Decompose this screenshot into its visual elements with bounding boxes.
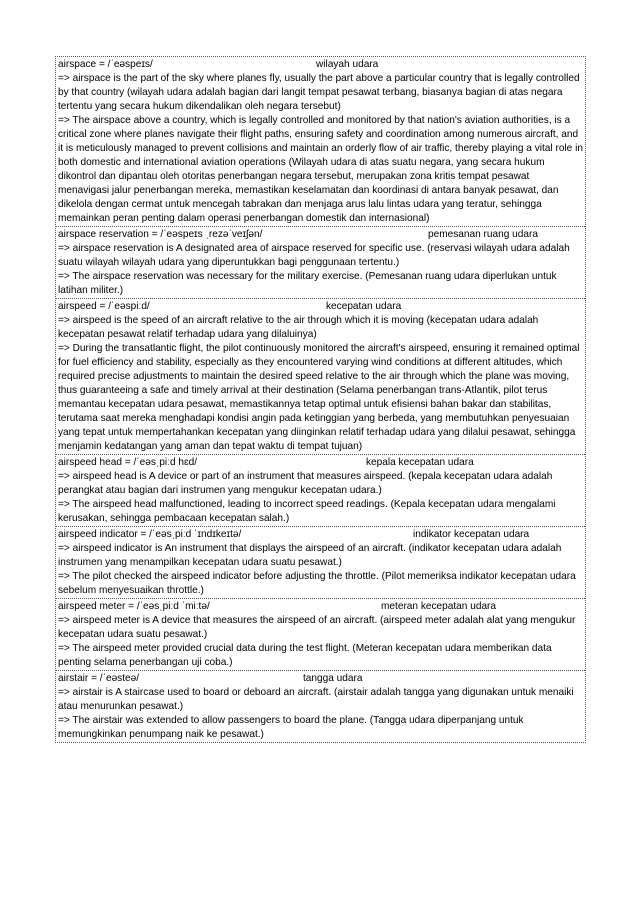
dictionary-page	[55, 56, 586, 743]
entry-example: => The airspeed meter provided crucial data during the test flight. (Meteran kecepatan udara memberikan data penting selama penerbangan uji coba.)	[58, 643, 552, 668]
entry-example: => The pilot checked the airspeed indicator before adjusting the throttle. (Pilot memeriksa indikator kecepatan udara sebelum menyesuaikan throttle.)	[58, 571, 576, 596]
entry-airspeed-meter	[56, 599, 585, 671]
entry-example: => The airstair was extended to allow passengers to board the plane. (Tangga udara diperpanjang untuk memungkinkan penumpang naik ke pesawat.)	[58, 715, 524, 740]
entry-definition: => airspace is the part of the sky where planes fly, usually the part above a particular country that is legally controlled by that country (wilayah udara adalah bagian dari langit tempat pesawat terbang, biasanya bagian di atas negara tertentu yang secara hukum dikendalikan oleh negara tersebut)	[58, 73, 580, 112]
entry-example: => The airspace reservation was necessary for the military exercise. (Pemesanan ruang udara diperlukan untuk latihan militer.)	[58, 271, 557, 296]
entry-airstair	[56, 671, 585, 742]
entry-definition: => airspeed head is A device or part of an instrument that measures airspeed. (kepala kecepatan udara adalah perangkat atau bagian dari instrumen yang mengukur kecepatan udara.)	[58, 471, 553, 496]
entry-translation: indikator kecepatan udara	[413, 529, 530, 540]
entry-definition: => airstair is A staircase used to board or deboard an aircraft. (airstair adalah tangga yang digunakan untuk menaiki atau menurunkan pesawat.)	[58, 687, 574, 712]
entry-headline	[58, 300, 583, 314]
entry-airspace-reservation	[56, 227, 585, 299]
entry-headline	[58, 456, 583, 470]
entry-definition: => airspace reservation is A designated area of airspace reserved for specific use. (reservasi wilayah udara adalah suatu wilayah wilayah udara yang diperuntukkan bagi penggunaan tertentu.)	[58, 243, 570, 268]
entry-airspeed-head	[56, 455, 585, 527]
entry-term: airspeed meter = /ˈeəsˌpiːd ˈmiːtə/	[58, 601, 210, 612]
entry-example: => The airspace above a country, which is legally controlled and monitored by that nation's aviation authorities, is a critical zone where planes navigate their flight paths, ensuring safety and coordination among numerous aircraft, and it is meticulously managed to prevent collisions and maintain an orderly flow of air traffic, thereby playing a vital role in both domestic and international aviation operations (Wilayah udara di atas suatu negara, yang secara hukum dikontrol dan dipantau oleh otoritas penerbangan negara tersebut, merupakan zona kritis tempat pesawat menavigasi jalur penerbangan mereka, memastikan keselamatan dan koordinasi di antara banyak pesawat, dan dikelola dengan cermat untuk mencegah tabrakan dan menjaga arus lalu lintas udara yang teratur, sehingga memainkan peran penting dalam operasi penerbangan domestik dan internasional)	[58, 115, 583, 224]
entry-term: airstair = /ˈeəsteə/	[58, 673, 140, 684]
entry-headline	[58, 672, 583, 686]
entry-translation: kepala kecepatan udara	[366, 457, 474, 468]
entry-term: airspace = /ˈeəspeɪs/	[58, 59, 153, 70]
entry-translation: pemesanan ruang udara	[428, 229, 538, 240]
entry-example: => The airspeed head malfunctioned, leading to incorrect speed readings. (Kepala kecepatan udara mengalami kerusakan, sehingga pembacaan kecepatan salah.)	[58, 499, 556, 524]
entry-airspace	[56, 57, 585, 227]
entry-headline	[58, 58, 583, 72]
entry-definition: => airspeed is the speed of an aircraft relative to the air through which it is moving (kecepatan udara adalah kecepatan pesawat relatif terhadap udara yang dilaluinya)	[58, 315, 539, 340]
entry-term: airspace reservation = /ˈeəspeɪs ˌrezəˈveɪʃən/	[58, 229, 263, 240]
entry-term: airspeed indicator = /ˈeəsˌpiːd ˈɪndɪkeɪtə/	[58, 529, 242, 540]
entry-airspeed	[56, 299, 585, 455]
entry-headline	[58, 528, 583, 542]
entry-definition: => airspeed meter is A device that measures the airspeed of an aircraft. (airspeed meter adalah alat yang mengukur kecepatan udara suatu pesawat.)	[58, 615, 576, 640]
entry-translation: meteran kecepatan udara	[381, 601, 497, 612]
entry-translation: kecepatan udara	[326, 301, 402, 312]
entry-translation: tangga udara	[303, 673, 363, 684]
entry-headline	[58, 600, 583, 614]
entry-airspeed-indicator	[56, 527, 585, 599]
entry-definition: => airspeed indicator is An instrument that displays the airspeed of an aircraft. (indikator kecepatan udara adalah instrumen yang menampilkan kecepatan udara suatu pesawat.)	[58, 543, 562, 568]
entry-headline	[58, 228, 583, 242]
entry-term: airspeed head = /ˈeəsˌpiːd hɛd/	[58, 457, 198, 468]
entry-example: => During the transatlantic flight, the pilot continuously monitored the aircraft's airspeed, ensuring it remained optimal for fuel efficiency and stability, especially as they encountered varying wind conditions at different altitudes, which required precise adjustments to maintain the desired speed relative to the air through which the plane was moving, thus guaranteeing a safe and timely arrival at their destination (Selama penerbangan trans-Atlantik, pilot terus memantau kecepatan udara pesawat, memastikannya tetap optimal untuk efisiensi bahan bakar dan stabilitas, terutama saat mereka menghadapi kondisi angin pada ketinggian yang berbeda, yang membutuhkan penyesuaian yang tepat untuk mempertahankan kecepatan yang diinginkan relatif terhadap udara yang dilalui pesawat, sehingga menjamin kedatangan yang aman dan tepat waktu di tempat tujuan)	[58, 343, 580, 452]
entry-term: airspeed = /ˈeəspiːd/	[58, 301, 150, 312]
entry-translation: wilayah udara	[316, 59, 379, 70]
